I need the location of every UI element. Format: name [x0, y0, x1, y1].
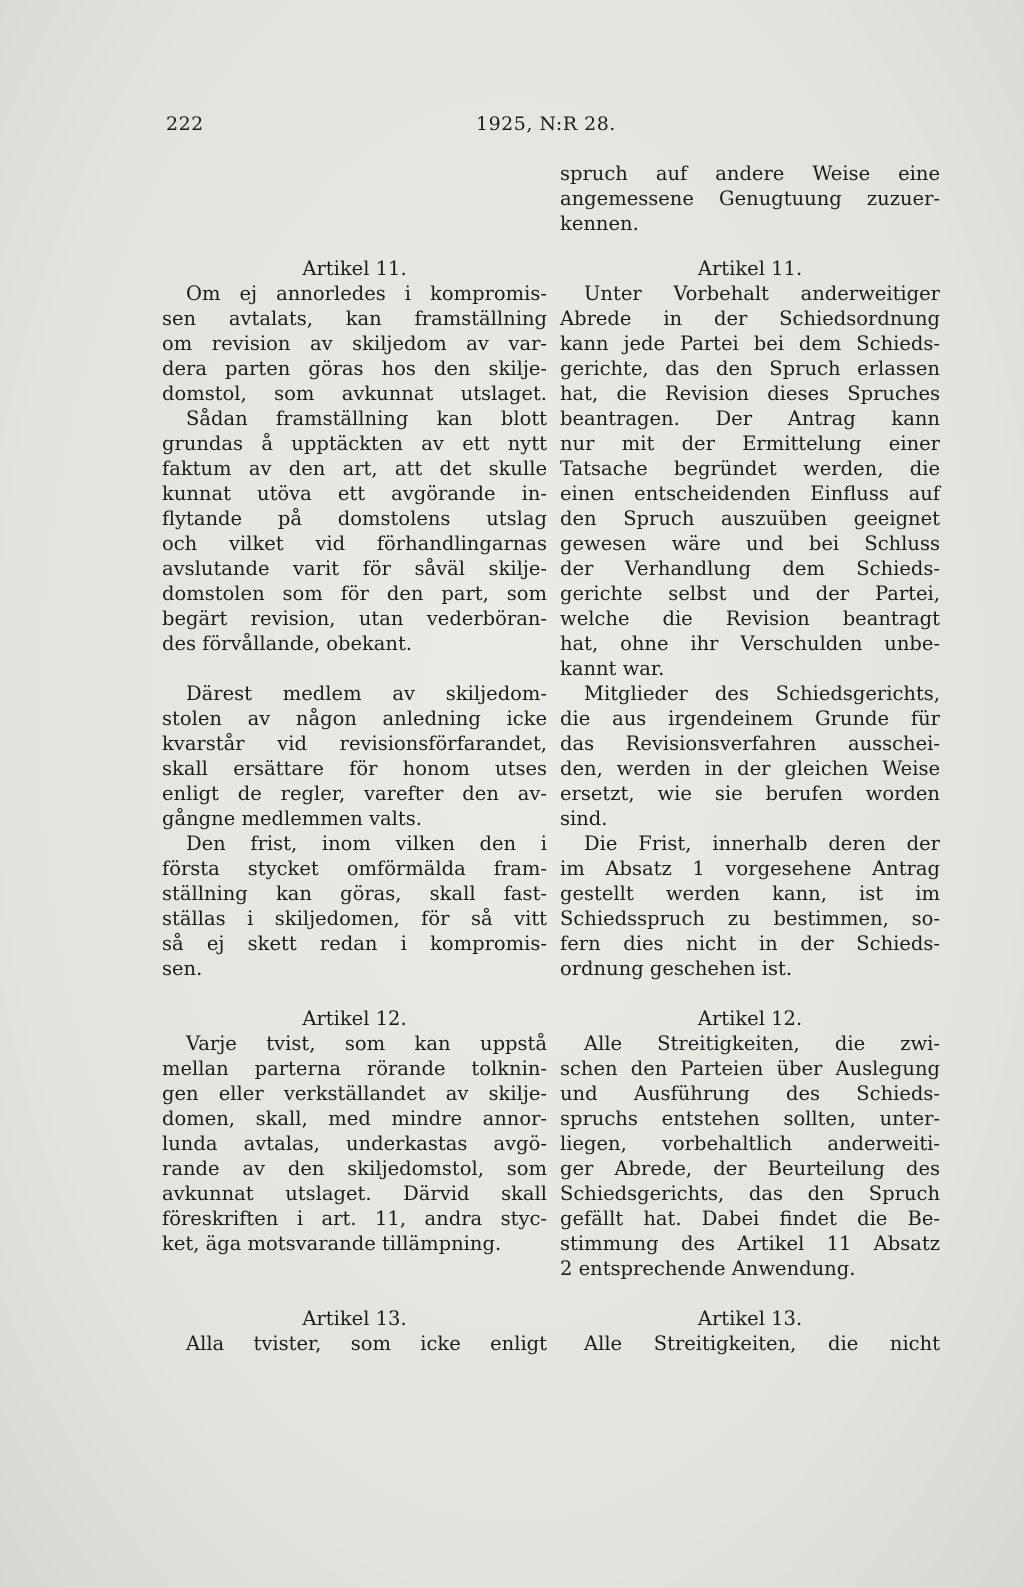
text-line: und Ausführung des Schieds- — [560, 1082, 940, 1105]
text-line: ersetzt, wie sie berufen worden — [560, 782, 940, 805]
text-line: avslutande varit för såväl skilje- — [162, 557, 547, 580]
text-line: Die Frist, innerhalb deren der — [584, 832, 940, 855]
text-line: Den frist, inom vilken den i — [186, 832, 547, 855]
text-line: Tatsache begründet werden, die — [560, 457, 940, 480]
article-heading: Artikel 12. — [697, 1007, 803, 1030]
text-line: dera parten göras hos den skilje- — [162, 357, 547, 380]
text-line: sen avtalats, kan framställning — [162, 307, 547, 330]
text-line: kunnat utöva ett avgörande in- — [162, 482, 547, 505]
text-line: Schiedsgerichts, das den Spruch — [560, 1182, 940, 1205]
text-line: lunda avtalas, underkastas avgö- — [162, 1132, 547, 1155]
text-line: gewesen wäre und bei Schluss — [560, 532, 940, 555]
text-line: avkunnat utslaget. Därvid skall — [162, 1182, 547, 1205]
text-line: angemessene Genugtuung zuzuer- — [560, 187, 940, 210]
text-line: spruchs entstehen sollten, unter- — [560, 1107, 940, 1130]
text-line: stimmung des Artikel 11 Absatz — [560, 1232, 940, 1255]
text-line: skall ersättare för honom utses — [162, 757, 547, 780]
text-line: Därest medlem av skiljedom- — [186, 682, 547, 705]
text-line: Varje tvist, som kan uppstå — [186, 1032, 547, 1055]
text-line: fern dies nicht in der Schieds- — [560, 932, 940, 955]
text-line: Unter Vorbehalt anderweitiger — [584, 282, 940, 305]
article-heading: Artikel 13. — [697, 1307, 803, 1330]
text-line: den Spruch auszuüben geeignet — [560, 507, 940, 530]
article-heading: Artikel 11. — [302, 257, 407, 280]
text-line: mellan parterna rörande tolknin- — [162, 1057, 547, 1080]
text-line: gen eller verkställandet av skilje- — [162, 1082, 547, 1105]
text-line: sind. — [560, 807, 608, 830]
text-line: Alle Streitigkeiten, die nicht — [584, 1332, 940, 1355]
text-line: sen. — [162, 957, 203, 980]
text-line: så ej skett redan i kompromis- — [162, 932, 547, 955]
article-heading: Artikel 11. — [697, 257, 803, 280]
page-header — [166, 113, 816, 143]
text-line: domstol, som avkunnat utslaget. — [162, 382, 547, 405]
text-line: gerichte selbst und der Partei, — [560, 582, 940, 605]
text-line: första stycket omförmälda fram- — [162, 857, 547, 880]
text-line: rande av den skiljedomstol, som — [162, 1157, 547, 1180]
text-line: Alle Streitigkeiten, die zwi- — [584, 1032, 940, 1055]
text-line: Om ej annorledes i kompromis- — [186, 282, 547, 305]
text-line: kennen. — [560, 212, 639, 235]
text-line: Mitglieder des Schiedsgerichts, — [584, 682, 940, 705]
text-line: Sådan framställning kan blott — [186, 407, 547, 430]
text-line: domen, skall, med mindre annor- — [162, 1107, 547, 1130]
article-heading: Artikel 12. — [302, 1007, 407, 1030]
text-line: gestellt werden kann, ist im — [560, 882, 940, 905]
page-number: 222 — [166, 113, 204, 135]
text-line: ordnung geschehen ist. — [560, 957, 793, 980]
text-line: die aus irgendeinem Grunde für — [560, 707, 940, 730]
text-line: ställning kan göras, skall fast- — [162, 882, 547, 905]
text-line: des förvållande, obekant. — [162, 632, 413, 655]
text-line: hat, die Revision dieses Spruches — [560, 382, 940, 405]
text-line: der Verhandlung dem Schieds- — [560, 557, 940, 580]
text-line: kvarstår vid revisionsförfarandet, — [162, 732, 547, 755]
text-line: Abrede in der Schiedsordnung — [560, 307, 940, 330]
text-line: welche die Revision beantragt — [560, 607, 940, 630]
running-title: 1925, N:R 28. — [476, 113, 616, 135]
text-line: Alla tvister, som icke enligt — [186, 1332, 547, 1355]
text-line: föreskriften i art. 11, andra styc- — [162, 1207, 547, 1230]
text-line: gerichte, das den Spruch erlassen — [560, 357, 940, 380]
text-line: ket, äga motsvarande tillämpning. — [162, 1232, 502, 1255]
text-line: grundas å upptäckten av ett nytt — [162, 432, 547, 455]
text-line: om revision av skiljedom av var- — [162, 332, 547, 355]
text-line: faktum av den art, att det skulle — [162, 457, 547, 480]
text-line: kann jede Partei bei dem Schieds- — [560, 332, 940, 355]
text-line: kannt war. — [560, 657, 665, 680]
text-line: den, werden in der gleichen Weise — [560, 757, 940, 780]
text-line: einen entscheidenden Einfluss auf — [560, 482, 940, 505]
text-line: liegen, vorbehaltlich anderweiti- — [560, 1132, 940, 1155]
text-line: schen den Parteien über Auslegung — [560, 1057, 940, 1080]
text-line: ställas i skiljedomen, för så vitt — [162, 907, 547, 930]
text-line: 2 entsprechende Anwendung. — [560, 1257, 856, 1280]
text-line: gefällt hat. Dabei findet die Be- — [560, 1207, 940, 1230]
text-line: Schiedsspruch zu bestimmen, so- — [560, 907, 940, 930]
text-line: enligt de regler, varefter den av- — [162, 782, 547, 805]
text-line: beantragen. Der Antrag kann — [560, 407, 940, 430]
text-line: spruch auf andere Weise eine — [560, 162, 940, 185]
text-line: das Revisionsverfahren ausschei- — [560, 732, 940, 755]
text-line: stolen av någon anledning icke — [162, 707, 547, 730]
text-line: och vilket vid förhandlingarnas — [162, 532, 547, 555]
text-line: begärt revision, utan vederböran- — [162, 607, 547, 630]
article-heading: Artikel 13. — [302, 1307, 407, 1330]
text-line: gångne medlemmen valts. — [162, 807, 422, 830]
text-line: nur mit der Ermittelung einer — [560, 432, 940, 455]
text-line: im Absatz 1 vorgesehene Antrag — [560, 857, 940, 880]
text-line: flytande på domstolens utslag — [162, 507, 547, 530]
text-line: hat, ohne ihr Verschulden unbe- — [560, 632, 940, 655]
text-line: domstolen som för den part, som — [162, 582, 547, 605]
text-line: ger Abrede, der Beurteilung des — [560, 1157, 940, 1180]
